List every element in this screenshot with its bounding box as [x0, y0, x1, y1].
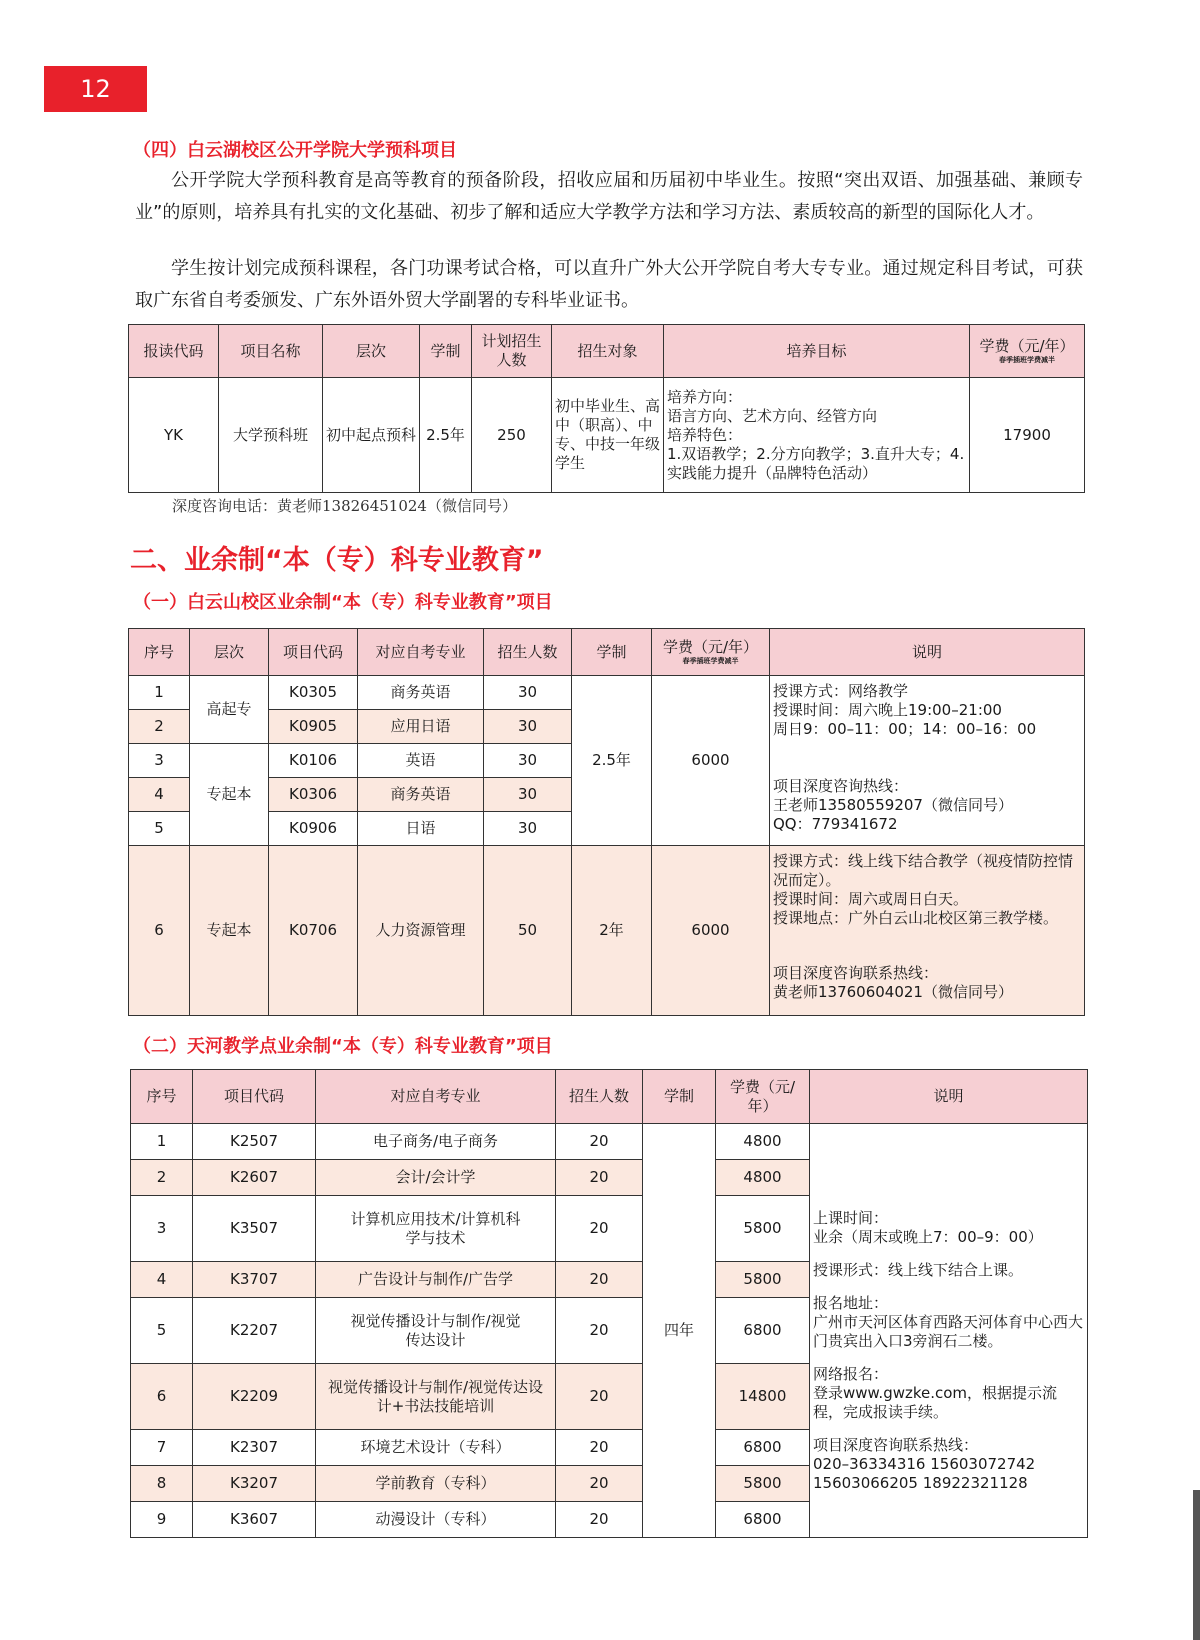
cell-code: K3207 — [193, 1466, 316, 1502]
cell-no: 5 — [131, 1298, 193, 1364]
cell-quota: 250 — [472, 378, 552, 493]
fee-header-label: 学费（元/年） — [979, 337, 1075, 355]
col-header: 层次 — [190, 629, 269, 676]
cell-code: K0906 — [269, 812, 358, 846]
cell-major: 动漫设计（专科） — [316, 1502, 556, 1538]
cell-name: 大学预科班 — [219, 378, 323, 493]
page-number: 12 — [44, 66, 147, 112]
cell-quota: 20 — [556, 1502, 643, 1538]
cell-description — [770, 676, 1085, 846]
cell-no: 1 — [129, 676, 190, 710]
baiyun-program-table — [128, 628, 1085, 1016]
cell-code: K2607 — [193, 1160, 316, 1196]
fee-header-note: 春季插班学费减半 — [682, 657, 739, 665]
prep-program-table — [128, 324, 1085, 493]
cell-target: 初中毕业生、高中（职高）、中专、中技一年级学生 — [552, 378, 664, 493]
table-header-row — [129, 325, 1085, 378]
cell-major: 电子商务/电子商务 — [316, 1124, 556, 1160]
col-header: 序号 — [129, 629, 190, 676]
cell-major: 会计/会计学 — [316, 1160, 556, 1196]
cell-fee: 5800 — [716, 1262, 810, 1298]
col-header: 培养目标 — [664, 325, 970, 378]
table-row — [131, 1124, 1088, 1160]
desc-spacer — [813, 1280, 1084, 1294]
page-edge-marker — [1193, 1490, 1200, 1640]
cell-quota: 50 — [484, 846, 572, 1016]
col-header: 计划招生人数 — [472, 325, 552, 378]
cell-quota: 30 — [484, 710, 572, 744]
desc-line: 授课方式：线上线下结合教学（视疫情防控情况而定）。 — [773, 852, 1074, 889]
cell-code: K2307 — [193, 1430, 316, 1466]
cell-quota: 30 — [484, 744, 572, 778]
cell-fee: 6800 — [716, 1298, 810, 1364]
cell-major: 视觉传播设计与制作/视觉传达设计+书法技能培训 — [316, 1364, 556, 1430]
cell-duration: 2.5年 — [420, 378, 472, 493]
section-2-heading: 二、业余制“本（专）科专业教育” — [130, 545, 544, 576]
cell-code: K0106 — [269, 744, 358, 778]
cell-no: 4 — [131, 1262, 193, 1298]
cell-no: 7 — [131, 1430, 193, 1466]
table-row — [129, 846, 1085, 1016]
desc-line: 上课时间： — [813, 1209, 889, 1227]
cell-fee: 6800 — [716, 1430, 810, 1466]
col-header: 学费（元/年） — [716, 1070, 810, 1124]
fee-header-note: 春季插班学费减半 — [999, 356, 1055, 364]
table-header-row — [129, 629, 1085, 676]
cell-code: K2209 — [193, 1364, 316, 1430]
goal-line: 培养方向： — [667, 387, 743, 406]
cell-major: 应用日语 — [358, 710, 484, 744]
col-header: 招生人数 — [484, 629, 572, 676]
cell-no: 8 — [131, 1466, 193, 1502]
col-header: 项目代码 — [269, 629, 358, 676]
cell-fee: 4800 — [716, 1124, 810, 1160]
desc-line: 周日9：00–11：00；14：00–16：00 — [773, 720, 1037, 738]
section-4-paragraph-1: 公开学院大学预科教育是高等教育的预备阶段，招收应届和历届初中毕业生。按照“突出双语、加强基础、兼顾专业”的原则，培养具有扎实的文化基础、初步了解和适应大学教学方法和学习方法、素质较高的新型的国际化人才。 — [135, 170, 1083, 223]
desc-line: 广州市天河区体育西路天河体育中心西大门贵宾出入口3旁润石二楼。 — [813, 1313, 1084, 1350]
cell-quota: 20 — [556, 1160, 643, 1196]
cell-quota: 20 — [556, 1466, 643, 1502]
fee-header — [970, 325, 1085, 378]
cell-no: 2 — [129, 710, 190, 744]
col-header: 报读代码 — [129, 325, 219, 378]
cell-fee: 5800 — [716, 1196, 810, 1262]
cell-major: 商务英语 — [358, 676, 484, 710]
col-header: 学制 — [572, 629, 652, 676]
section-4-heading: （四）白云湖校区公开学院大学预科项目 — [133, 140, 457, 161]
col-header: 项目名称 — [219, 325, 323, 378]
cell-code: K3707 — [193, 1262, 316, 1298]
cell-major: 计算机应用技术/计算机科学与技术 — [316, 1196, 556, 1262]
desc-line: 15603066205 18922321128 — [813, 1474, 1028, 1492]
col-header: 项目代码 — [193, 1070, 316, 1124]
cell-quota: 20 — [556, 1430, 643, 1466]
table-row — [129, 676, 1085, 710]
fee-header-label: 学费（元/年） — [662, 638, 759, 656]
desc-line: 授课形式：线上线下结合上课。 — [813, 1261, 1024, 1279]
cell-major: 学前教育（专科） — [316, 1466, 556, 1502]
cell-fee: 6000 — [652, 676, 770, 846]
desc-spacer — [773, 928, 1081, 964]
cell-fee: 5800 — [716, 1466, 810, 1502]
desc-spacer — [813, 1351, 1084, 1365]
cell-fee: 4800 — [716, 1160, 810, 1196]
desc-line: 业余（周末或晚上7：00–9：00） — [813, 1228, 1043, 1246]
desc-line: 020–36334316 15603072742 — [813, 1455, 1036, 1473]
desc-line: 项目深度咨询热线： — [773, 777, 909, 795]
col-header: 序号 — [131, 1070, 193, 1124]
cell-quota: 20 — [556, 1124, 643, 1160]
col-header: 招生对象 — [552, 325, 664, 378]
desc-line: 授课方式：网络教学 — [773, 682, 909, 700]
cell-code: K0305 — [269, 676, 358, 710]
cell-code: K0706 — [269, 846, 358, 1016]
cell-code: K0905 — [269, 710, 358, 744]
cell-no: 6 — [131, 1364, 193, 1430]
desc-line: 报名地址： — [813, 1294, 889, 1312]
cell-major: 视觉传播设计与制作/视觉传达设计 — [316, 1298, 556, 1364]
cell-code: K3507 — [193, 1196, 316, 1262]
cell-quota: 30 — [484, 778, 572, 812]
cell-quota: 20 — [556, 1364, 643, 1430]
cell-major: 广告设计与制作/广告学 — [316, 1262, 556, 1298]
cell-quota: 30 — [484, 812, 572, 846]
desc-spacer — [813, 1422, 1084, 1436]
cell-level: 初中起点预科 — [323, 378, 420, 493]
cell-description — [770, 846, 1085, 1016]
cell-no: 3 — [131, 1196, 193, 1262]
cell-fee: 17900 — [970, 378, 1085, 493]
cell-no: 1 — [131, 1124, 193, 1160]
cell-quota: 30 — [484, 676, 572, 710]
desc-line: 项目深度咨询联系热线： — [773, 964, 939, 982]
desc-spacer — [773, 739, 1081, 777]
cell-fee: 6000 — [652, 846, 770, 1016]
cell-no: 5 — [129, 812, 190, 846]
desc-line: QQ：779341672 — [773, 815, 898, 833]
cell-duration: 2.5年 — [572, 676, 652, 846]
col-header: 对应自考专业 — [358, 629, 484, 676]
desc-spacer — [813, 1247, 1084, 1261]
col-header: 说明 — [770, 629, 1085, 676]
desc-line: 授课时间：周六或周日白天。 — [773, 890, 969, 908]
sub-1-heading: （一）白云山校区业余制“本（专）科专业教育”项目 — [133, 592, 553, 613]
sub-2-heading: （二）天河教学点业余制“本（专）科专业教育”项目 — [133, 1036, 553, 1057]
cell-code: YK — [129, 378, 219, 493]
cell-no: 2 — [131, 1160, 193, 1196]
cell-code: K0306 — [269, 778, 358, 812]
desc-line: 项目深度咨询联系热线： — [813, 1436, 979, 1454]
goal-line: 语言方向、艺术方向、经管方向 — [667, 406, 878, 425]
col-header: 层次 — [323, 325, 420, 378]
table-row — [129, 378, 1085, 493]
cell-no: 6 — [129, 846, 190, 1016]
cell-duration: 2年 — [572, 846, 652, 1016]
cell-description — [810, 1124, 1088, 1538]
fee-header — [652, 629, 770, 676]
cell-duration: 四年 — [643, 1124, 716, 1538]
desc-line: 王老师13580559207（微信同号） — [773, 796, 1013, 814]
desc-line: 登录www.gwzke.com，根据提示流程，完成报读手续。 — [813, 1384, 1058, 1421]
cell-code: K2207 — [193, 1298, 316, 1364]
desc-line: 网络报名： — [813, 1365, 889, 1383]
goal-line: 1.双语教学；2.分方向教学；3.直升大专；4.实践能力提升（品牌特色活动） — [667, 444, 965, 482]
cell-major: 英语 — [358, 744, 484, 778]
desc-line: 黄老师13760604021（微信同号） — [773, 983, 1013, 1001]
cell-level: 专起本 — [190, 846, 269, 1016]
cell-code: K3607 — [193, 1502, 316, 1538]
col-header: 学制 — [643, 1070, 716, 1124]
cell-major: 人力资源管理 — [358, 846, 484, 1016]
desc-line: 授课地点：广外白云山北校区第三教学楼。 — [773, 909, 1059, 927]
cell-no: 9 — [131, 1502, 193, 1538]
cell-quota: 20 — [556, 1196, 643, 1262]
cell-quota: 20 — [556, 1298, 643, 1364]
col-header: 招生人数 — [556, 1070, 643, 1124]
goal-line: 培养特色： — [667, 425, 743, 444]
cell-no: 3 — [129, 744, 190, 778]
section-4-paragraph-2: 学生按计划完成预科课程，各门功课考试合格，可以直升广外大公开学院自考大专专业。通过规定科目考试，可获取广东省自考委颁发、广东外语外贸大学副署的专科毕业证书。 — [135, 258, 1083, 311]
cell-fee: 6800 — [716, 1502, 810, 1538]
col-header: 学制 — [420, 325, 472, 378]
col-header: 对应自考专业 — [316, 1070, 556, 1124]
cell-goal — [664, 378, 970, 493]
table-header-row — [131, 1070, 1088, 1124]
desc-line: 授课时间：周六晚上19:00–21:00 — [773, 701, 1002, 719]
cell-major: 日语 — [358, 812, 484, 846]
consult-phone-note: 深度咨询电话：黄老师13826451024（微信同号） — [172, 497, 517, 515]
cell-fee: 14800 — [716, 1364, 810, 1430]
cell-quota: 20 — [556, 1262, 643, 1298]
cell-level: 高起专 — [190, 676, 269, 744]
cell-no: 4 — [129, 778, 190, 812]
tianhe-program-table — [130, 1069, 1088, 1538]
cell-major: 商务英语 — [358, 778, 484, 812]
cell-level: 专起本 — [190, 744, 269, 846]
cell-major: 环境艺术设计（专科） — [316, 1430, 556, 1466]
col-header: 说明 — [810, 1070, 1088, 1124]
cell-code: K2507 — [193, 1124, 316, 1160]
